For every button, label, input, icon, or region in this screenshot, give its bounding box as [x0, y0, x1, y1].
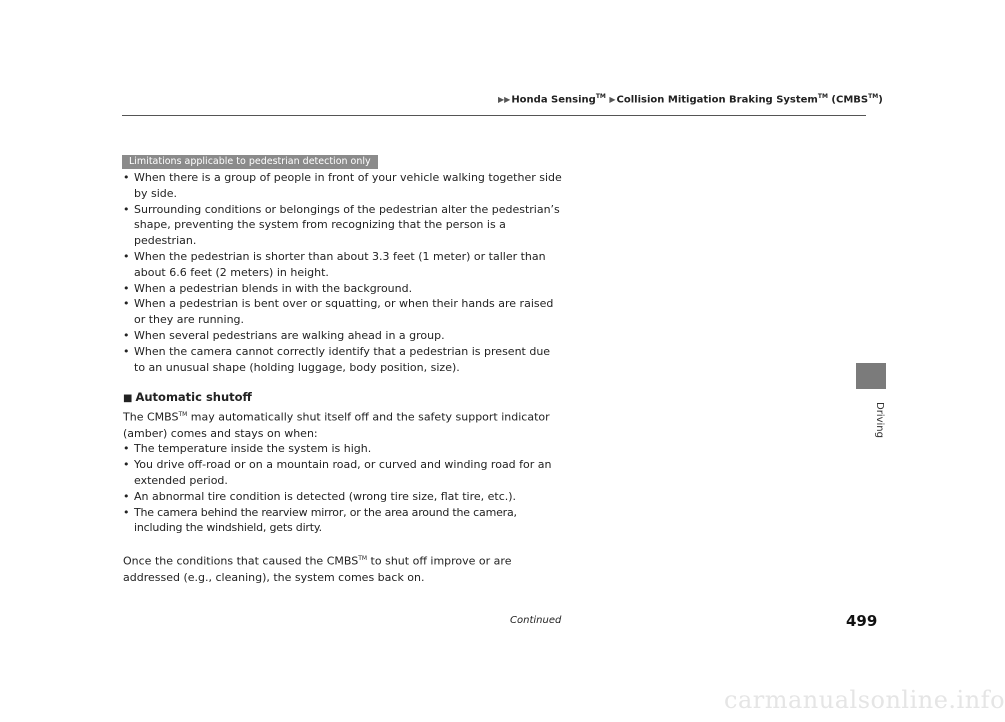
- breadcrumb-paren-open: (CMBS: [827, 94, 869, 106]
- chapter-tab: [856, 363, 886, 389]
- section-tag: Limitations applicable to pedestrian detection only: [122, 155, 378, 169]
- header-divider: [122, 115, 866, 116]
- continued-label: Continued: [510, 615, 562, 626]
- bullet-icon: •: [123, 249, 130, 263]
- shutoff-outro: Once the conditions that caused the CMBS™ to shut off improve or are addressed (e.g., cleaning), the system comes back on.: [123, 554, 512, 584]
- breadcrumb-arrow-icon: ▶▶: [498, 95, 511, 105]
- shutoff-conditions-list: [123, 441, 563, 536]
- breadcrumb: [498, 93, 883, 105]
- bullet-icon: •: [123, 171, 130, 184]
- chapter-label: Driving: [874, 402, 885, 438]
- list-item: • The temperature inside the system is high.: [123, 442, 372, 456]
- square-bullet-icon: ■: [123, 393, 133, 405]
- trademark-mark: TM: [178, 411, 188, 419]
- list-item: • When the camera cannot correctly identify that a pedestrian is present due to an unusual shape (holding luggage, body position, size).: [123, 344, 551, 374]
- trademark-mark: TM: [868, 93, 879, 100]
- bullet-icon: •: [123, 281, 130, 295]
- bullet-icon: •: [123, 202, 130, 216]
- bullet-icon: •: [123, 297, 130, 311]
- list-item: • Surrounding conditions or belongings of the pedestrian alter the pedestrian’s shape, preventing the system from recognizing that the person is a pedestrian.: [123, 202, 560, 248]
- list-item: • An abnormal tire condition is detected (wrong tire size, flat tire, etc.).: [123, 489, 517, 503]
- trademark-mark: TM: [358, 555, 368, 563]
- breadcrumb-item-honda-sensing: Honda Sensing: [511, 94, 596, 106]
- trademark-mark: TM: [817, 93, 828, 100]
- list-item: • When a pedestrian is bent over or squatting, or when their hands are raised or they are running.: [123, 297, 554, 327]
- list-item: • The camera behind the rearview mirror, or the area around the camera, including the windshield, gets dirty.: [123, 505, 517, 535]
- list-item: • When a pedestrian blends in with the background.: [123, 281, 413, 295]
- section-heading: ■ Automatic shutoff: [123, 390, 252, 405]
- bullet-icon: •: [123, 489, 130, 503]
- trademark-mark: TM: [595, 93, 606, 100]
- shutoff-intro: The CMBS™ may automatically shut itself off and the safety support indicator (amber) comes and stays on when:: [123, 410, 550, 440]
- main-content: [123, 170, 563, 585]
- bullet-icon: •: [123, 344, 130, 358]
- bullet-icon: •: [123, 505, 130, 519]
- list-item: • You drive off-road or on a mountain road, or curved and winding road for an extended period.: [123, 458, 552, 487]
- list-item: • When several pedestrians are walking ahead in a group.: [123, 328, 445, 342]
- watermark: carmanualsonline.info: [724, 686, 1005, 714]
- page-number: 499: [846, 612, 878, 630]
- list-item: • When there is a group of people in front of your vehicle walking together side by side.: [123, 171, 562, 200]
- bullet-icon: •: [123, 458, 130, 472]
- bullet-icon: •: [123, 442, 130, 456]
- list-item: • When the pedestrian is shorter than about 3.3 feet (1 meter) or taller than about 6.6 feet (2 meters) in height.: [123, 249, 546, 279]
- bullet-icon: •: [123, 328, 130, 342]
- breadcrumb-paren-close: ): [878, 94, 883, 106]
- pedestrian-limitations-list: [123, 170, 563, 375]
- breadcrumb-arrow-icon: ▶: [609, 95, 616, 105]
- breadcrumb-item-cmbs: Collision Mitigation Braking System: [616, 94, 818, 106]
